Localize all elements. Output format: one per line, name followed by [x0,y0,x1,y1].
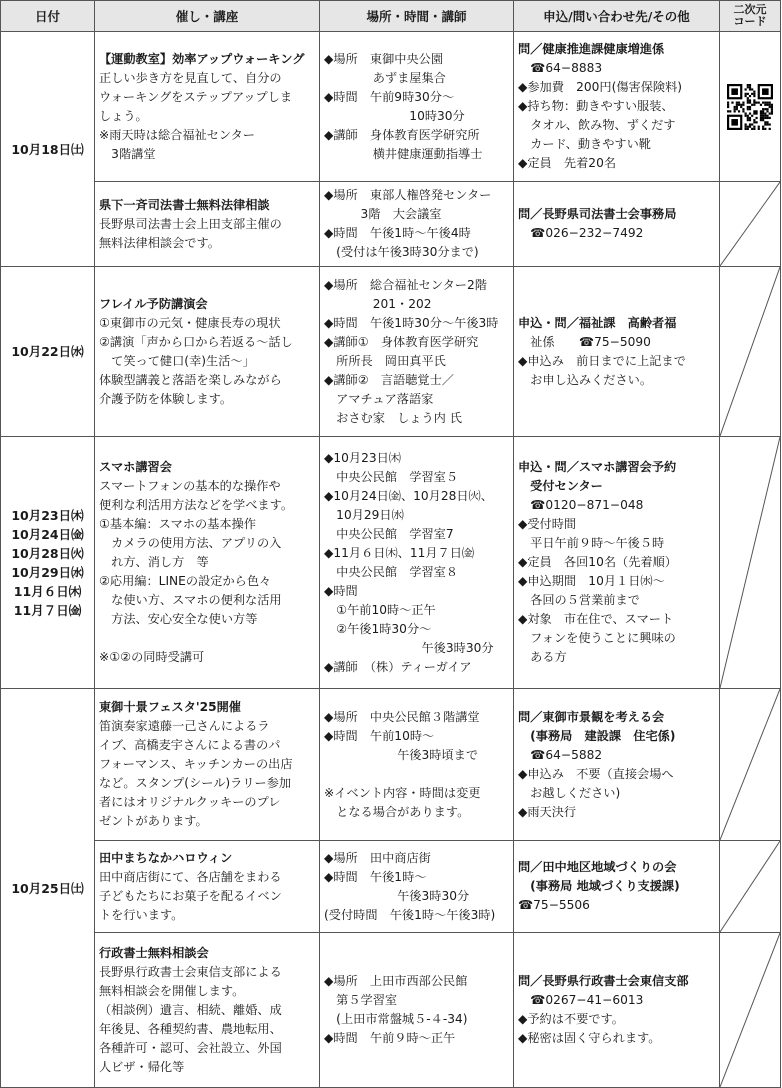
contact-line: ☎026−232−7492 [518,226,644,240]
place-time-line: ◆講師 身体教育医学研究所 [324,127,480,142]
event-description-line: など。スタンプ(シール)ラリー参加 [99,776,292,790]
event-date: 11月６日㈭ [13,583,82,599]
contact-line: ☎64−8883 [518,61,603,75]
event-description-line: 方法、安心安全な使い方等 [99,612,258,626]
event-date: 10月24日㈮ [11,526,84,542]
event-description-line: ※雨天時は総合福祉センター [99,127,255,142]
date-cell [1,32,95,267]
place-time-cell [320,182,514,267]
contact-line: ◆雨天決行 [518,804,577,819]
place-time-line: ※イベント内容・時間は変更 [324,785,481,800]
contact-line: ◆申込み 不要（直接会場へ [518,766,674,781]
event-row [1,32,781,182]
place-time-line: ◆時間 [324,583,358,598]
contact-line: カード、動きやすい靴 [518,137,651,151]
place-time-line: (受付は午後3時30分まで) [324,245,479,259]
event-cell [95,267,320,437]
qr-empty-cell [720,182,781,267]
header-qr [720,1,781,32]
event-title: 東御十景フェスタ'25開催 [99,700,241,714]
event-description-line: ウォーキングをステップアップしま [99,89,293,104]
place-time-line: おさむ家 しょう内 氏 [324,410,462,425]
contact-line: 申込・問／スマホ講習会予約 [518,460,677,474]
event-description-line: 3階講堂 [99,146,156,161]
event-description-line: て笑って健口(幸)生活～」 [99,353,255,368]
qr-code-icon[interactable] [727,84,773,130]
place-time-line: ◆場所 田中商店街 [324,850,431,865]
place-time-line: 10時30分 [324,108,465,123]
diagonal-slash [720,841,780,932]
event-description-line: 人ビザ・帰化等 [99,1059,185,1074]
contact-cell [514,32,720,182]
place-time-line: 中央公民館 学習室7 [324,526,454,541]
diagonal-slash [720,267,780,436]
date-cell [1,437,95,689]
event-description-line [99,629,315,648]
place-time-line: ◆時間 午後1時～午後4時 [324,226,471,240]
place-time-line: ◆場所 中央公民館３階講堂 [324,709,480,724]
qr-empty-cell [720,933,781,1088]
event-description-line: ②講演「声から口から若返る～話し [99,334,293,349]
contact-line: ☎75−5506 [518,898,590,912]
contact-line: 祉係 ☎75−5090 [518,334,651,349]
place-time-line: あずま屋集合 [324,70,446,85]
event-description-line: 正しい歩き方を見直して、自分の [99,70,282,85]
event-date: 10月25日㈯ [11,880,84,896]
contact-line: ☎0120−871−048 [518,498,644,512]
contact-cell [514,182,720,267]
event-description-line: ①基本編：スマホの基本操作 [99,517,256,531]
event-description-line: 笛演奏家遠藤一己さんによるラ [99,719,270,733]
header-qr-label: 二次元コード [733,3,767,28]
event-description-line: 者にはオリジナルクッキーのプレ [99,795,281,809]
place-time-line: アマチュア落語家 [324,391,434,406]
event-description-line: イブ、高橋麦宇さんによる書のパ [99,738,281,752]
event-description-line: 子どもたちにお菓子を配るイベン [99,888,282,903]
place-time-line: (受付時間 午後1時～午後3時) [324,907,496,922]
place-time-line: 午後3時頃まで [324,747,479,762]
place-time-line: ◆講師② 言語聴覚士／ [324,372,454,387]
date-cell [1,267,95,437]
place-time-line: (上田市常盤城５-４-34) [324,1012,468,1026]
contact-line: ◆定員 各回10名（先着順） [518,555,677,569]
place-time-line: ◆10月24日㈮、10月28日㈫、 [324,488,493,503]
event-description-line: ②応用編：LINEの設定から色々 [99,574,272,588]
contact-line: ◆持ち物：動きやすい服装、 [518,99,674,113]
diagonal-slash [720,182,780,266]
event-row [1,841,781,933]
contact-line: ◆予約は不要です。 [518,1012,624,1026]
contact-cell [514,437,720,689]
contact-line: 申込・問／福祉課 高齢者福 [518,315,677,330]
place-time-line: 午後3時30分 [324,888,470,903]
event-title: 行政書士無料相談会 [99,945,209,960]
contact-line: お申し込みください。 [518,372,653,387]
event-description-line: 年後見、各種契約書、農地転用、 [99,1021,282,1036]
contact-line: 問／東御市景観を考える会 [518,709,665,724]
place-time-line: ◆10月23日㈭ [324,450,401,465]
contact-cell [514,267,720,437]
event-cell [95,933,320,1088]
contact-line: 受付センター [518,479,603,493]
contact-line: 問／長野県行政書士会東信支部 [518,974,689,988]
diagonal-slash [720,933,780,1087]
event-title: スマホ講習会 [99,460,172,474]
event-row [1,689,781,841]
event-row [1,267,781,437]
contact-line: 問／長野県司法書士会事務局 [518,207,677,221]
qr-empty-cell [720,267,781,437]
contact-cell [514,841,720,933]
place-time-line: ②午後1時30分～ [324,621,432,636]
place-time-line: ◆時間 午後1時30分～午後3時 [324,315,499,330]
event-description-line: スマートフォンの基本的な操作や [99,479,281,493]
place-time-line: ◆講師① 身体教育医学研究 [324,334,479,349]
place-time-line: 横井健康運動指導士 [324,146,483,161]
event-description-line: れ方、消し方 等 [99,555,209,569]
event-description-line: 便利な利活用方法などを学べます。 [99,498,294,512]
event-description-line: ①東御市の元気・健康長寿の現状 [99,315,281,330]
contact-line: フォンを使うことに興味の [518,631,676,645]
place-time-line: 10月29日㈬ [324,507,404,522]
qr-code-cell [720,32,781,182]
place-time-line [324,765,509,784]
place-time-line: ◆場所 上田市西部公民館 [324,974,468,988]
event-description-line: 介護予防を体験します。 [99,391,233,406]
contact-line: ◆参加費 200円(傷害保険料) [518,80,683,94]
place-time-line: ◆11月６日㈭、11月７日㈮ [324,545,475,560]
contact-line: ◆秘密は固く守られます。 [518,1031,661,1045]
event-date: 10月18日㈯ [11,141,84,157]
contact-line: (事務局 建設課 住宅係) [518,728,676,743]
contact-cell [514,933,720,1088]
event-date: 10月29日㈬ [11,564,84,580]
event-title: フレイル予防講演会 [99,296,208,311]
header-event: 催し・講座 [95,1,320,32]
place-time-line: となる場合があります。 [324,804,470,819]
place-time-line: 中央公民館 学習室５ [324,469,459,484]
event-description-line: ゼントがあります。 [99,814,208,828]
place-time-line: ◆場所 東御中央公園 [324,51,444,66]
contact-line: 平日午前９時～午後５時 [518,536,665,550]
contact-line: ◆定員 先着20名 [518,156,617,170]
place-time-cell [320,841,514,933]
place-time-line: 午後3時30分 [324,640,494,655]
header-place: 場所・時間・講師 [320,1,514,32]
place-time-line: ◆講師 （株）ティーガイア [324,659,472,674]
contact-line: ◆対象 市在住で、スマート [518,612,674,626]
place-time-line: 所所長 岡田真平氏 [324,353,446,368]
event-title: 【運動教室】効率アップウォーキング [99,51,305,66]
event-cell [95,689,320,841]
event-description-line: （相談例）遺言、相続、離婚、成 [99,1002,282,1017]
contact-line: ☎64−5882 [518,747,603,762]
event-description-line: 無料法律相談会です。 [99,235,220,250]
place-time-line: 第５学習室 [324,993,398,1007]
event-description-line: トを行います。 [99,907,184,922]
place-time-line: ◆時間 午前9時30分～ [324,89,455,104]
event-date: 10月28日㈫ [11,545,84,561]
place-time-cell [320,32,514,182]
diagonal-slash [720,689,780,840]
event-cell [95,841,320,933]
header-contact: 申込/問い合わせ先/その他 [514,1,720,32]
event-description-line: カメラの使用方法、アプリの入 [99,536,282,550]
event-description-line: 長野県司法書士会上田支部主催の [99,216,282,231]
place-time-cell [320,933,514,1088]
contact-line: 問／健康推進課健康増進係 [518,42,665,56]
event-date: 10月23日㈭ [11,507,84,523]
event-description-line: 無料相談会を開催します。 [99,983,245,998]
event-description-line: 各種許可・認可、会社設立、外国 [99,1040,282,1055]
qr-empty-cell [720,841,781,933]
event-description-line: 体験型講義と落語を楽しみながら [99,372,282,387]
place-time-cell [320,689,514,841]
place-time-line: ◆場所 東部人権啓発センター [324,188,492,202]
place-time-line: ◆時間 午前９時～正午 [324,1031,456,1045]
event-description-line: な使い方、スマホの便利な活用 [99,593,282,607]
qr-empty-cell [720,689,781,841]
contact-line: (事務局 地域づくり支援課) [518,879,680,893]
event-title: 県下一斉司法書士無料法律相談 [99,197,270,212]
event-title: 田中まちなかハロウィン [99,850,233,865]
place-time-line: ◆場所 総合福祉センター2階 [324,277,487,292]
contact-line: タオル、飲み物、ずくだす [518,118,676,132]
event-row [1,182,781,267]
event-row [1,437,781,689]
place-time-line: ◆時間 午後1時～ [324,869,427,884]
event-cell [95,32,320,182]
place-time-line: ①午前10時～正午 [324,602,436,617]
event-row [1,933,781,1088]
contact-line: ◆受付時間 [518,517,577,531]
event-date: 10月22日㈬ [11,344,84,359]
event-cell [95,437,320,689]
contact-line: 各回の５営業前まで [518,593,640,607]
contact-line: ◆申込み 前日までに上記まで [518,353,686,368]
date-cell [1,689,95,1088]
contact-cell [514,689,720,841]
place-time-line: 201・202 [324,296,432,311]
contact-line: お越しください) [518,785,621,800]
place-time-line: 中央公民館 学習室８ [324,564,459,579]
event-date: 11月７日㈮ [13,602,82,618]
contact-line: ◆申込期間 10月１日㈬～ [518,574,665,588]
contact-line: 問／田中地区地域づくりの会 [518,860,677,874]
event-description-line: 長野県行政書士会東信支部による [99,964,282,979]
event-description-line: 田中商店街にて、各店舗をまわる [99,869,282,884]
place-time-line: 3階 大会議室 [324,207,442,221]
contact-line: ある方 [518,650,567,664]
event-cell [95,182,320,267]
qr-empty-cell [720,437,781,689]
header-date: 日付 [1,1,95,32]
place-time-line: ◆時間 午前10時～ [324,728,435,743]
event-description-line: フォーマンス、キッチンカーの出店 [99,757,293,771]
place-time-cell [320,267,514,437]
event-description-line: しょう。 [99,108,148,123]
contact-line: ☎0267−41−6013 [518,993,644,1007]
place-time-cell [320,437,514,689]
table-header-row [1,1,781,32]
diagonal-slash [720,437,780,688]
event-description-line: ※①②の同時受講可 [99,650,205,664]
